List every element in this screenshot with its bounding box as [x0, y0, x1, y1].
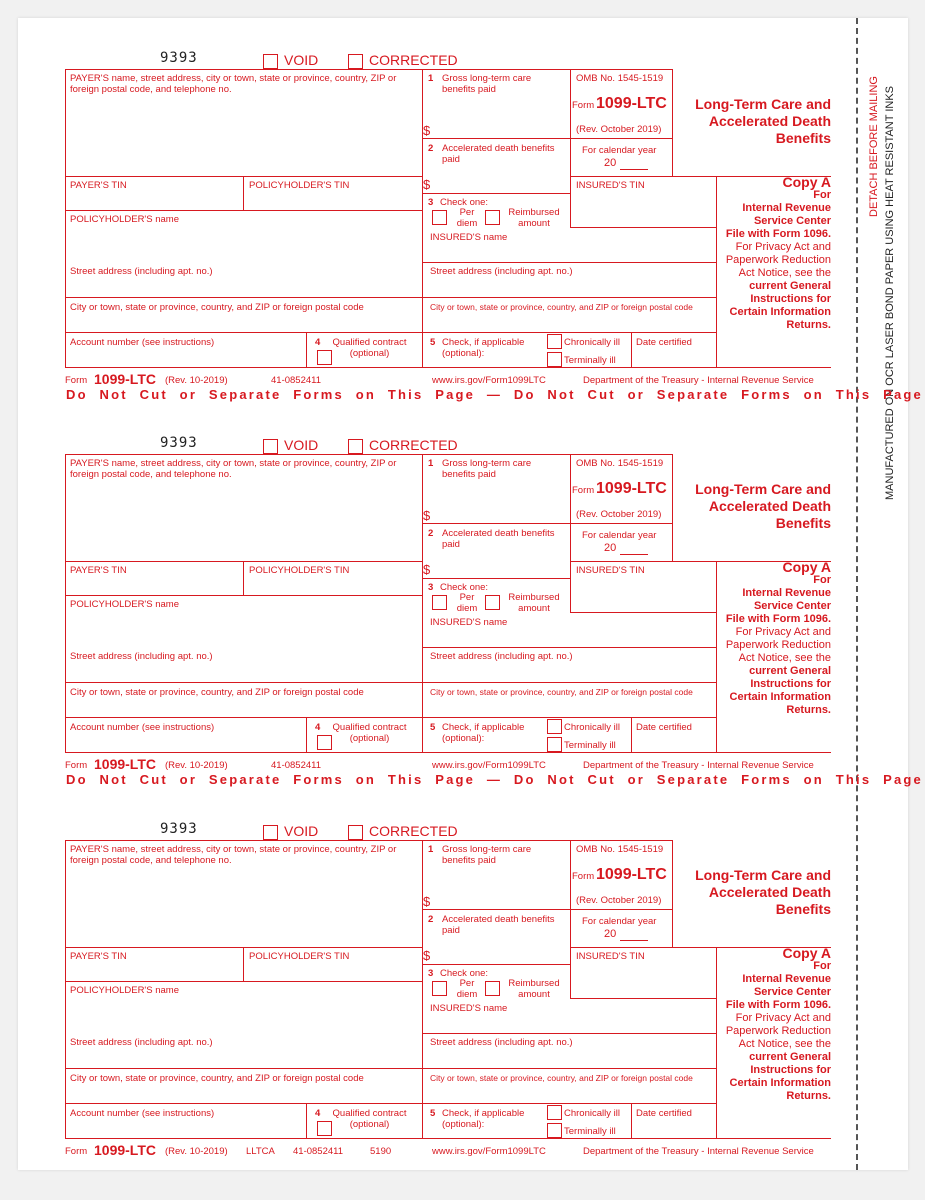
insured-tin-label: INSURED'S TIN	[576, 180, 645, 191]
insured-name-label: INSURED'S name	[430, 232, 508, 243]
box5-label: Check, if applicable (optional):	[442, 1108, 525, 1130]
policyholder-tin-label: POLICYHOLDER'S TIN	[249, 180, 350, 191]
copy-a-title: Copy A	[782, 945, 831, 961]
footer-ein: 41-0852411	[271, 760, 322, 771]
reimbursed-checkbox[interactable]	[485, 981, 500, 996]
footer-department: Department of the Treasury - Internal Revenue Service	[583, 375, 814, 386]
box2-label: Accelerated death benefits paid	[442, 914, 555, 936]
box1-dollar: $	[423, 123, 431, 138]
footer-form-number: 1099-LTC	[94, 1142, 156, 1158]
reimbursed-checkbox[interactable]	[485, 210, 500, 225]
void-checkbox[interactable]	[263, 825, 278, 840]
footer-department: Department of the Treasury - Internal Revenue Service	[583, 1146, 814, 1157]
copy-privacy: For Privacy Act and Paperwork Reduction Act Notice, see the	[725, 1012, 831, 1050]
copy-a-title: Copy A	[782, 559, 831, 575]
policyholder-tin-label: POLICYHOLDER'S TIN	[249, 565, 350, 576]
year-field[interactable]	[620, 929, 648, 941]
insured-name-label: INSURED'S name	[430, 617, 508, 628]
footer-url: www.irs.gov/Form1099LTC	[432, 375, 546, 386]
reimbursed-label: Reimbursed amount	[508, 592, 560, 614]
detach-before-mailing-text: DETACH BEFORE MAILING	[868, 76, 880, 217]
box3-label: Check one:	[440, 968, 489, 979]
terminally-ill-label: Terminally ill	[564, 740, 616, 751]
terminally-ill-checkbox[interactable]	[547, 1123, 562, 1138]
box2-dollar: $	[423, 562, 431, 577]
insured-street-label: Street address (including apt. no.)	[430, 651, 573, 662]
year-field[interactable]	[620, 543, 648, 555]
copy-instructions: current General Instructions for Certain Information Returns.	[729, 665, 831, 716]
footer-form-word: Form	[65, 1146, 88, 1157]
payer-tin-label: PAYER'S TIN	[70, 180, 127, 191]
copy-irs: Internal Revenue Service Center	[742, 973, 831, 998]
policyholder-city-label: City or town, state or province, country, and ZIP or foreign postal code	[70, 687, 364, 698]
footer-5190: 5190	[370, 1146, 392, 1157]
copy-a-block	[716, 176, 831, 332]
omb-number: OMB No. 1545-1519	[576, 458, 664, 469]
corrected-label: CORRECTED	[369, 52, 458, 68]
top-rule	[65, 69, 672, 70]
revision-date: (Rev. October 2019)	[576, 509, 662, 520]
account-number-label: Account number (see instructions)	[70, 722, 215, 733]
payer-info-label: PAYER'S name, street address, city or town, state or province, country, ZIP or foreign postal code, and telephone no.	[70, 844, 397, 866]
footer-url: www.irs.gov/Form1099LTC	[432, 1146, 546, 1157]
copy-for: For	[813, 574, 831, 586]
copy-instructions: current General Instructions for Certain Information Returns.	[729, 1051, 831, 1102]
terminally-ill-checkbox[interactable]	[547, 737, 562, 752]
void-checkbox[interactable]	[263, 439, 278, 454]
omb-number: OMB No. 1545-1519	[576, 73, 664, 84]
form-number: 1099-LTC	[596, 95, 667, 112]
form-word: Form	[572, 871, 595, 882]
box2-label: Accelerated death benefits paid	[442, 143, 555, 165]
chronically-ill-checkbox[interactable]	[547, 719, 562, 734]
qualified-contract-checkbox[interactable]	[317, 735, 332, 750]
footer-ein: 41-0852411	[293, 1146, 344, 1157]
reimbursed-checkbox[interactable]	[485, 595, 500, 610]
do-not-cut-notice: Do Not Cut or Separate Forms on This Page — Do Not Cut or Separate Forms on This Page	[66, 387, 923, 402]
insured-city-label: City or town, state or province, country, and ZIP or foreign postal code	[430, 302, 693, 312]
footer-lltca: LLTCA	[246, 1146, 275, 1157]
box2-number: 2	[428, 528, 434, 539]
footer-revision: (Rev. 10-2019)	[165, 375, 228, 386]
form-number: 1099-LTC	[596, 866, 667, 883]
box2-dollar: $	[423, 177, 431, 192]
insured-tin-label: INSURED'S TIN	[576, 951, 645, 962]
box2-number: 2	[428, 143, 434, 154]
chronically-ill-label: Chronically ill	[564, 337, 620, 348]
footer-revision: (Rev. 10-2019)	[165, 1146, 228, 1157]
footer-form-word: Form	[65, 375, 88, 386]
payer-tin-label: PAYER'S TIN	[70, 951, 127, 962]
policyholder-street-label: Street address (including apt. no.)	[70, 1037, 213, 1048]
date-certified-label: Date certified	[636, 337, 692, 348]
box4-number: 4	[315, 722, 321, 733]
box4-label: Qualified contract (optional)	[332, 1108, 407, 1130]
calendar-year-label: For calendar year	[582, 530, 657, 541]
box3-number: 3	[428, 968, 434, 979]
box4-number: 4	[315, 337, 321, 348]
corrected-label: CORRECTED	[369, 823, 458, 839]
reimbursed-label: Reimbursed amount	[508, 207, 560, 229]
terminally-ill-label: Terminally ill	[564, 1126, 616, 1137]
copy-irs: Internal Revenue Service Center	[742, 587, 831, 612]
form-copy-1	[0, 50, 925, 410]
void-label: VOID	[284, 823, 319, 839]
box3-label: Check one:	[440, 582, 489, 593]
corrected-checkbox[interactable]	[348, 825, 363, 840]
corrected-checkbox[interactable]	[348, 439, 363, 454]
box1-amount-field[interactable]	[466, 100, 566, 130]
per-diem-checkbox[interactable]	[432, 210, 447, 225]
calendar-year-label: For calendar year	[582, 916, 657, 927]
terminally-ill-checkbox[interactable]	[547, 352, 562, 367]
box1-dollar: $	[423, 508, 431, 523]
box5-label: Check, if applicable (optional):	[442, 722, 525, 744]
insured-street-label: Street address (including apt. no.)	[430, 266, 573, 277]
chronically-ill-checkbox[interactable]	[547, 1105, 562, 1120]
form-copy-3	[0, 821, 925, 1181]
year-prefix: 20	[604, 157, 617, 169]
form-number: 1099-LTC	[596, 480, 667, 497]
per-diem-checkbox[interactable]	[432, 981, 447, 996]
insured-name-label: INSURED'S name	[430, 1003, 508, 1014]
qualified-contract-checkbox[interactable]	[317, 1121, 332, 1136]
copy-file: File with Form 1096.	[725, 228, 831, 240]
copy-instructions: current General Instructions for Certain Information Returns.	[729, 280, 831, 331]
footer-ein: 41-0852411	[271, 375, 322, 386]
form-code: 9393	[160, 821, 198, 837]
revision-date: (Rev. October 2019)	[576, 124, 662, 135]
box1-dollar: $	[423, 894, 431, 909]
policyholder-street-label: Street address (including apt. no.)	[70, 266, 213, 277]
payer-info-label: PAYER'S name, street address, city or town, state or province, country, ZIP or foreign postal code, and telephone no.	[70, 73, 397, 95]
box3-number: 3	[428, 197, 434, 208]
do-not-cut-notice: Do Not Cut or Separate Forms on This Page — Do Not Cut or Separate Forms on This Page	[66, 772, 923, 787]
form-code: 9393	[160, 435, 198, 451]
year-prefix: 20	[604, 542, 617, 554]
policyholder-name-label: POLICYHOLDER'S name	[70, 214, 179, 225]
footer-revision: (Rev. 10-2019)	[165, 760, 228, 771]
insured-city-label: City or town, state or province, country, and ZIP or foreign postal code	[430, 687, 693, 697]
box1-label: Gross long-term care benefits paid	[442, 844, 532, 866]
box5-number: 5	[430, 337, 436, 348]
box1-number: 1	[428, 73, 434, 84]
footer-url: www.irs.gov/Form1099LTC	[432, 760, 546, 771]
corrected-checkbox[interactable]	[348, 54, 363, 69]
policyholder-tin-label: POLICYHOLDER'S TIN	[249, 951, 350, 962]
insured-tin-label: INSURED'S TIN	[576, 565, 645, 576]
box3-number: 3	[428, 582, 434, 593]
box2-number: 2	[428, 914, 434, 925]
box5-number: 5	[430, 1108, 436, 1119]
omb-number: OMB No. 1545-1519	[576, 844, 664, 855]
footer-form-word: Form	[65, 760, 88, 771]
per-diem-label: Per diem	[456, 592, 478, 614]
reimbursed-label: Reimbursed amount	[508, 978, 560, 1000]
footer-form-number: 1099-LTC	[94, 756, 156, 772]
box2-label: Accelerated death benefits paid	[442, 528, 555, 550]
copy-for: For	[813, 960, 831, 972]
corrected-label: CORRECTED	[369, 437, 458, 453]
copy-privacy: For Privacy Act and Paperwork Reduction Act Notice, see the	[725, 241, 831, 279]
box5-label: Check, if applicable (optional):	[442, 337, 525, 359]
terminally-ill-label: Terminally ill	[564, 355, 616, 366]
date-certified-label: Date certified	[636, 1108, 692, 1119]
box1-label: Gross long-term care benefits paid	[442, 458, 532, 480]
insured-city-label: City or town, state or province, country, and ZIP or foreign postal code	[430, 1073, 693, 1083]
void-checkbox[interactable]	[263, 54, 278, 69]
box3-label: Check one:	[440, 197, 489, 208]
footer-department: Department of the Treasury - Internal Revenue Service	[583, 760, 814, 771]
form-word: Form	[572, 100, 595, 111]
calendar-year-label: For calendar year	[582, 145, 657, 156]
chronically-ill-checkbox[interactable]	[547, 334, 562, 349]
chronically-ill-label: Chronically ill	[564, 722, 620, 733]
void-label: VOID	[284, 437, 319, 453]
footer-form-number: 1099-LTC	[94, 371, 156, 387]
payer-info-label: PAYER'S name, street address, city or town, state or province, country, ZIP or foreign postal code, and telephone no.	[70, 458, 397, 480]
box1-number: 1	[428, 844, 434, 855]
copy-privacy: For Privacy Act and Paperwork Reduction Act Notice, see the	[725, 626, 831, 664]
policyholder-city-label: City or town, state or province, country, and ZIP or foreign postal code	[70, 302, 364, 313]
per-diem-label: Per diem	[456, 207, 478, 229]
box4-label: Qualified contract (optional)	[332, 337, 407, 359]
per-diem-label: Per diem	[456, 978, 478, 1000]
account-number-label: Account number (see instructions)	[70, 1108, 215, 1119]
copy-file: File with Form 1096.	[725, 613, 831, 625]
form-code: 9393	[160, 50, 198, 66]
copy-a-title: Copy A	[782, 174, 831, 190]
year-field[interactable]	[620, 158, 648, 170]
box5-number: 5	[430, 722, 436, 733]
qualified-contract-checkbox[interactable]	[317, 350, 332, 365]
year-prefix: 20	[604, 928, 617, 940]
box1-number: 1	[428, 458, 434, 469]
form-word: Form	[572, 485, 595, 496]
date-certified-label: Date certified	[636, 722, 692, 733]
manufactured-text: MANUFACTURED ON OCR LASER BOND PAPER USING HEAT RESISTANT INKS	[884, 86, 896, 500]
chronically-ill-label: Chronically ill	[564, 1108, 620, 1119]
policyholder-city-label: City or town, state or province, country, and ZIP or foreign postal code	[70, 1073, 364, 1084]
per-diem-checkbox[interactable]	[432, 595, 447, 610]
box1-label: Gross long-term care benefits paid	[442, 73, 532, 95]
box4-label: Qualified contract (optional)	[332, 722, 407, 744]
payer-tin-label: PAYER'S TIN	[70, 565, 127, 576]
copy-a-block	[716, 561, 831, 717]
policyholder-name-label: POLICYHOLDER'S name	[70, 985, 179, 996]
box2-dollar: $	[423, 948, 431, 963]
policyholder-name-label: POLICYHOLDER'S name	[70, 599, 179, 610]
box4-number: 4	[315, 1108, 321, 1119]
form-title: Long-Term Care and Accelerated Death Benefits	[695, 96, 831, 146]
revision-date: (Rev. October 2019)	[576, 895, 662, 906]
form-title: Long-Term Care and Accelerated Death Benefits	[695, 481, 831, 531]
form-title: Long-Term Care and Accelerated Death Benefits	[695, 867, 831, 917]
form-copy-2	[0, 435, 925, 795]
account-number-label: Account number (see instructions)	[70, 337, 215, 348]
copy-for: For	[813, 189, 831, 201]
insured-street-label: Street address (including apt. no.)	[430, 1037, 573, 1048]
copy-a-block	[716, 947, 831, 1103]
void-label: VOID	[284, 52, 319, 68]
copy-irs: Internal Revenue Service Center	[742, 202, 831, 227]
policyholder-street-label: Street address (including apt. no.)	[70, 651, 213, 662]
copy-file: File with Form 1096.	[725, 999, 831, 1011]
